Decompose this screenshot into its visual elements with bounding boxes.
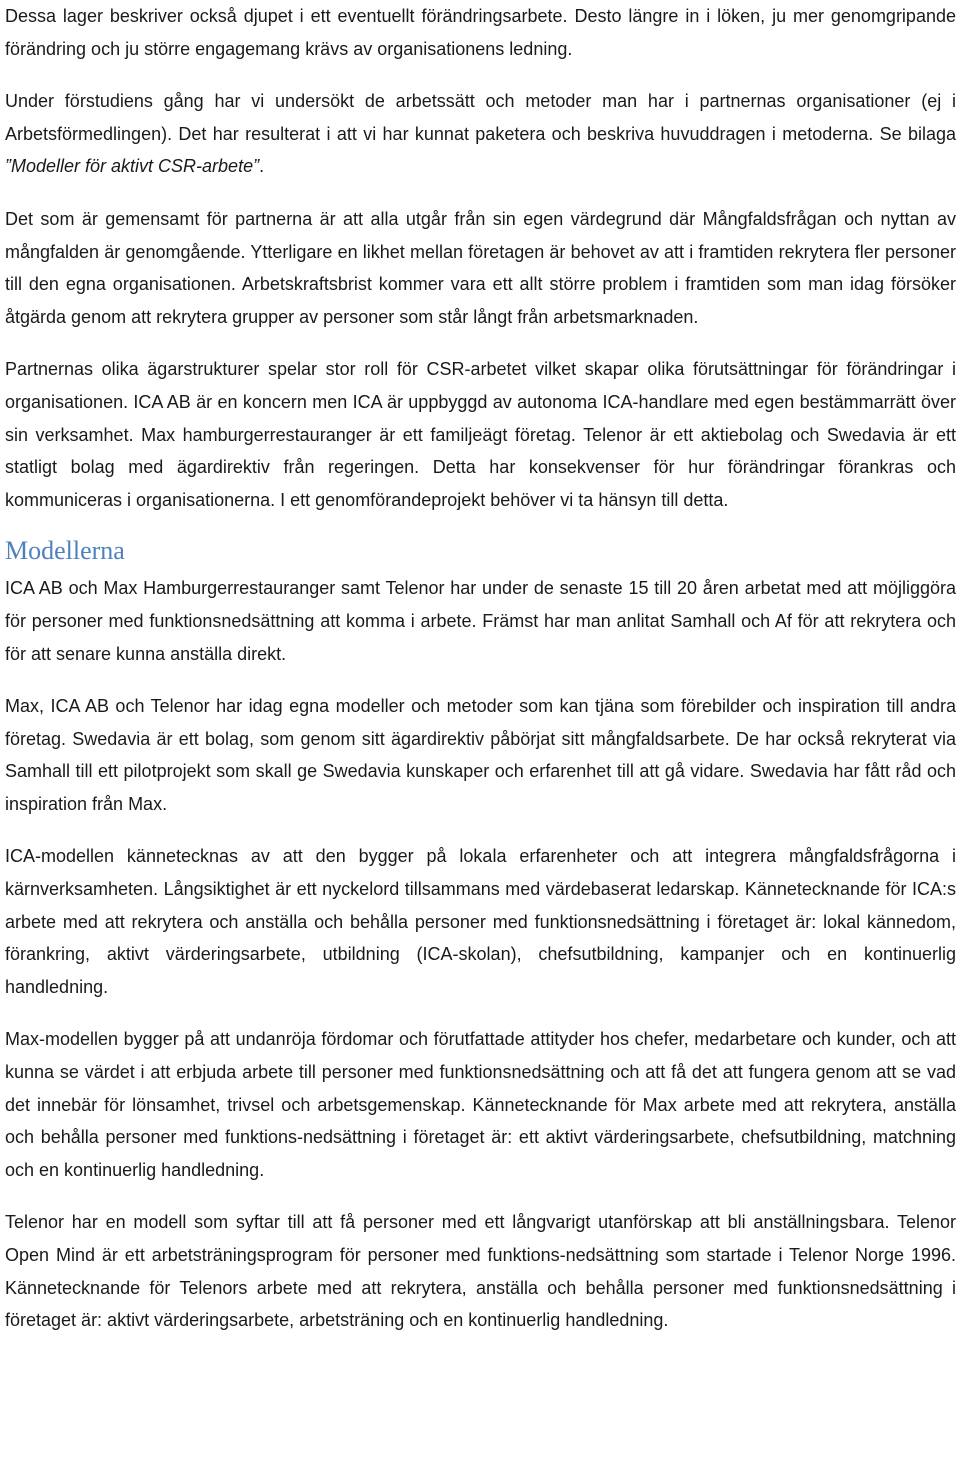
paragraph-common-ground: Det som är gemensamt för partnerna är att alla utgår från sin egen värdegrund där Mångfaldsfrågan och nyttan av mångfalden är genomgående. Ytterligare en likhet mellan företagen är behovet av att i framtiden rekrytera fler personer till den egna organisationen. Arbetskraftsbrist kommer vara ett allt större problem i framtiden som man idag försöker åtgärda genom att rekrytera grupper av personer som står långt från arbetsmarknaden. [5,208,956,327]
paragraph-max-model: Max-modellen bygger på att undanröja fördomar och förutfattade attityder hos chefer, medarbetare och kunder, och att kunna se värdet i att erbjuda arbete till personer med funktionsnedsättning och att få det att fungera genom att se vad det innebär för lönsamhet, trivsel och arbetsgemenskap. Kännetecknande för Max arbete med att rekrytera, anställa och behålla personer med funktions-nedsättning i företaget är: ett aktivt värderingsarbete, chefsutbildning, matchning och en kontinuerlig handledning. [5,1029,956,1180]
paragraph-models-intro: ICA AB och Max Hamburgerrestauranger samt Telenor har under de senaste 15 till 20 åren arbetat med att möjliggöra för personer med funktionsnedsättning att komma i arbete. Främst har man anlitat Samhall och Af för att rekrytera och för att senare kunna anställa direkt. [5,578,956,664]
paragraph-telenor-model: Telenor har en modell som syftar till att få personer med ett långvarigt utanförskap att bli anställningsbara. Telenor Open Mind är ett arbetsträningsprogram för personer med funktions-nedsättning som startade i Telenor Norge 1996. Kännetecknande för Telenors arbete med att rekrytera, anställa och behålla personer med funktionsnedsättning i företaget är: aktivt värderingsarbete, arbetsträning och en kontinuerlig handledning. [5,1212,956,1331]
paragraph-feasibility-text: Under förstudiens gång har vi undersökt de arbetssätt och metoder man har i partnernas organisationer (ej i Arbetsförmedlingen). Det har resulterat i att vi har kunnat paketera och beskriva huvuddragen i metoderna. Se bilaga [5,91,956,144]
paragraph-ica-model: ICA-modellen kännetecknas av att den bygger på lokala erfarenheter och att integrera mångfaldsfrågorna i kärnverksamheten. Långsiktighet är ett nyckelord tillsammans med värdebaserat ledarskap. Kännetecknande för ICA:s arbete med att rekrytera och anställa och behålla personer med funktionsnedsättning i företaget är: lokal kännedom, förankring, aktivt värderingsarbete, utbildning (ICA-skolan), chefsutbildning, kampanjer och en kontinuerlig handledning. [5,846,956,997]
section-heading-modellerna: Modellerna [5,536,125,566]
paragraph-own-models: Max, ICA AB och Telenor har idag egna modeller och metoder som kan tjäna som förebilder och inspiration till andra företag. Swedavia är ett bolag, som genom sitt ägardirektiv påbörjat sitt mångfaldsarbete. De har också rekryterat via Samhall till ett pilotprojekt som skall ge Swedavia kunskaper och erfarenhet till att gå vidare. Swedavia har fått råd och inspiration från Max. [5,696,956,814]
document-page [5,0,956,1357]
paragraph-feasibility-study [5,85,956,183]
paragraph-feasibility-end: . [259,156,265,177]
appendix-title: ”Modeller för aktivt CSR-arbete” [5,156,260,177]
paragraph-ownership: Partnernas olika ägarstrukturer spelar stor roll för CSR-arbetet vilket skapar olika förutsättningar för förändringar i organisationen. ICA AB är en koncern men ICA är uppbyggd av autonoma ICA-handlare med egen bestämmarrätt över sin verksamhet. Max hamburgerrestauranger är ett familjeägt företag. Telenor är ett aktiebolag och Swedavia är ett statligt bolag med ägardirektiv från regeringen. Detta har konsekvenser för hur förändringar förankras och kommuniceras i organisationerna. I ett genomförandeprojekt behöver vi ta hänsyn till detta. [5,359,956,510]
paragraph-onion-layers: Dessa lager beskriver också djupet i ett eventuellt förändringsarbete. Desto längre in i löken, ju mer genomgripande förändring och ju större engagemang krävs av organisationens ledning. [5,6,956,59]
